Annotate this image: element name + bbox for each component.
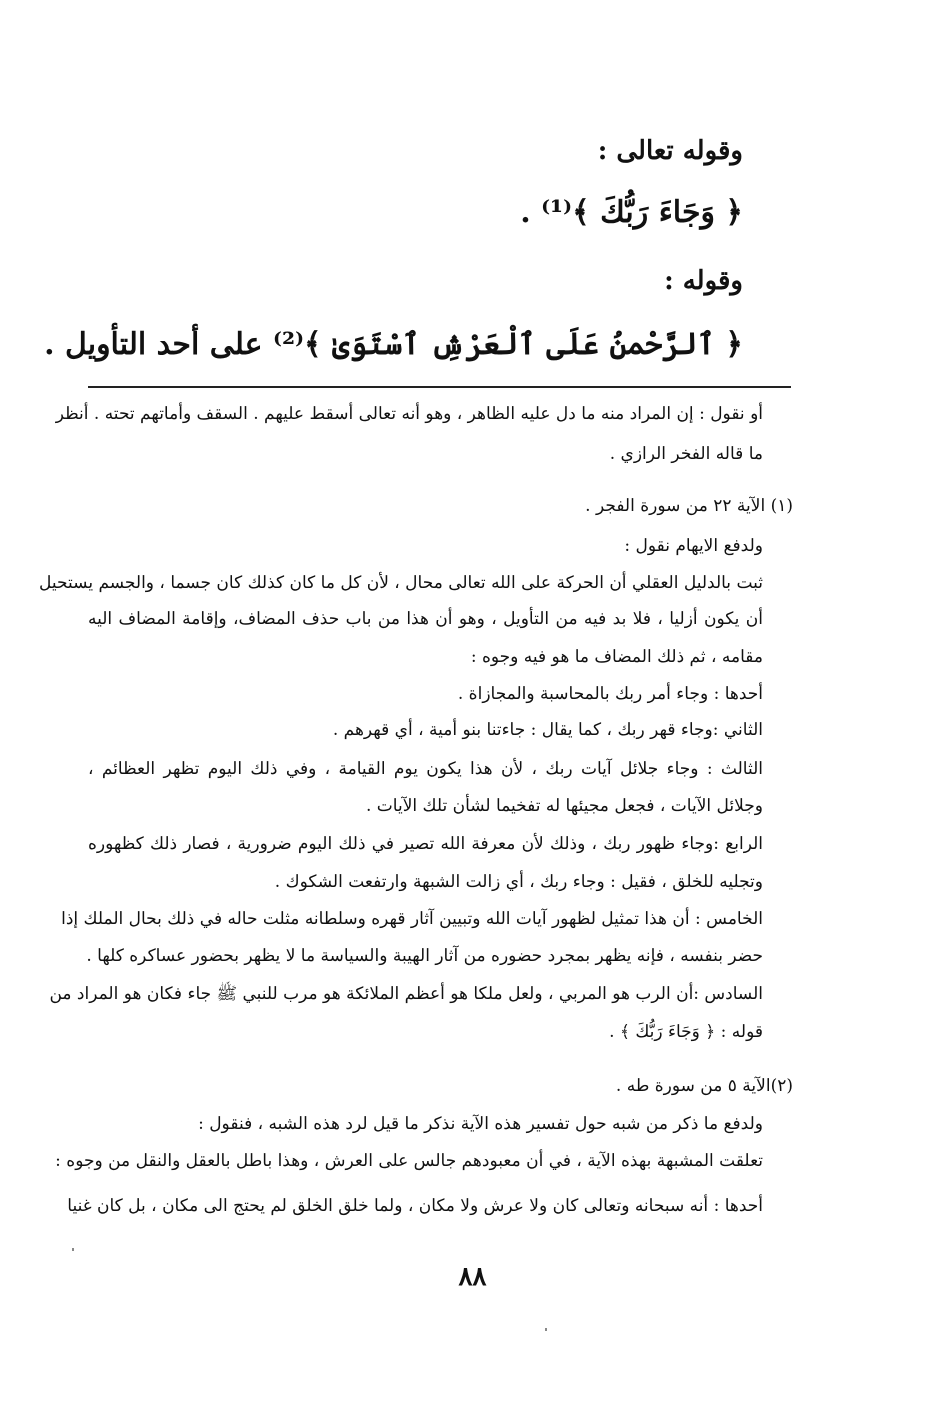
footnote-1-heading: (١) الآية ٢٢ من سورة الفجر . (585, 496, 793, 516)
scan-speck (545, 1328, 547, 1331)
scan-speck (72, 1248, 74, 1251)
footnote-1-line: ولدفع الايهام نقول : (624, 536, 763, 556)
quran-verse-1: ﴿ وَجَاءَ رَبُّكَ ﴾⁽¹⁾ . (520, 195, 743, 230)
footnote-1-line: مقامه ، ثم ذلك المضاف ما هو فيه وجوه : (470, 647, 763, 667)
footnote-1-line: السادس :أن الرب هو المربي ، ولعل ملكا هو أعظم الملائكة هو مرب للنبي ﷺ جاء فكان هو المراد من (49, 984, 763, 1004)
footnote-2-line: ولدفع ما ذكر من شبه حول تفسير هذه الآية نذكر ما قيل لرد هذه الشبه ، فنقول : (198, 1114, 763, 1134)
footnote-2-line: تعلقت المشبهة بهذه الآية ، في أن معبودهم جالس على العرش ، وهذا باطل بالعقل والنقل من وجوه : (55, 1151, 763, 1171)
main-line-1: وقوله تعالى : (597, 136, 743, 166)
footnote-1-line: الثاني :وجاء قهر ربك ، كما يقال : جاءتنا بنو أمية ، أي قهرهم . (332, 720, 763, 740)
footnote-continuation-2: ما قاله الفخر الرازي . (609, 444, 763, 464)
footnote-continuation-1: أو نقول : إن المراد منه ما دل عليه الظاهر ، وهو أنه تعالى أسقط عليهم . السقف وأماتهم تحته . أنظر (55, 404, 763, 424)
footnote-2-heading: (٢)الآية ٥ من سورة طه . (615, 1076, 793, 1096)
footnote-2-line: أحدها : أنه سبحانه وتعالى كان ولا عرش ولا مكان ، ولما خلق الخلق لم يحتج الى مكان ، بل كان غنيا (67, 1196, 763, 1216)
footnote-1-line: حضر بنفسه ، فإنه يظهر بمجرد حضوره من آثار الهيبة والسياسة ما لا يظهر بحضور عساكره كلها . (86, 946, 763, 966)
footnote-1-line: وجلائل الآيات ، فجعل مجيئها له تفخيما لشأن تلك الآيات . (365, 796, 763, 816)
footnote-1-line: أحدها : وجاء أمر ربك بالمحاسبة والمجازاة . (457, 684, 763, 704)
page-number: ٨٨ (458, 1262, 487, 1292)
quran-verse-2: ﴿ ٱلرَّحْمنُ عَلَى ٱلْعَرْشِ ٱسْتَوَىٰ ﴾⁽²⁾ على أحد التأويل . (44, 327, 743, 362)
footnote-1-line: قوله : ﴿ وَجَاءَ رَبُّكَ ﴾ . (609, 1022, 763, 1042)
footnote-separator (88, 386, 791, 388)
footnote-1-line: وتجليه للخلق ، فقيل : وجاء ربك ، أي زالت الشبهة وارتفعت الشكوك . (274, 872, 763, 892)
main-line-2: وقوله : (664, 266, 743, 296)
footnote-1-line: الخامس : أن هذا تمثيل لظهور آيات الله وتبيين آثار قهره وسلطانه مثلت حاله في ذلك بحال الملك إذا (61, 909, 763, 929)
footnote-1-line: أن يكون أزليا ، فلا بد فيه من التأويل ، وهو أن هذا من باب حذف المضاف، وإقامة المضاف اليه (88, 609, 763, 629)
footnote-1-line: ثبت بالدليل العقلي أن الحركة على الله تعالى محال ، لأن كل ما كان كذلك كان جسما ، والجسم يستحيل (39, 573, 763, 593)
footnote-1-line: الرابع :وجاء ظهور ربك ، وذلك لأن معرفة الله تصير في ذلك اليوم ضرورية ، فصار ذلك كظهوره (88, 834, 763, 854)
footnote-1-line: الثالث : وجاء جلائل آيات ربك ، لأن هذا يكون يوم القيامة ، وفي ذلك اليوم تظهر العظائم ، (88, 759, 763, 779)
